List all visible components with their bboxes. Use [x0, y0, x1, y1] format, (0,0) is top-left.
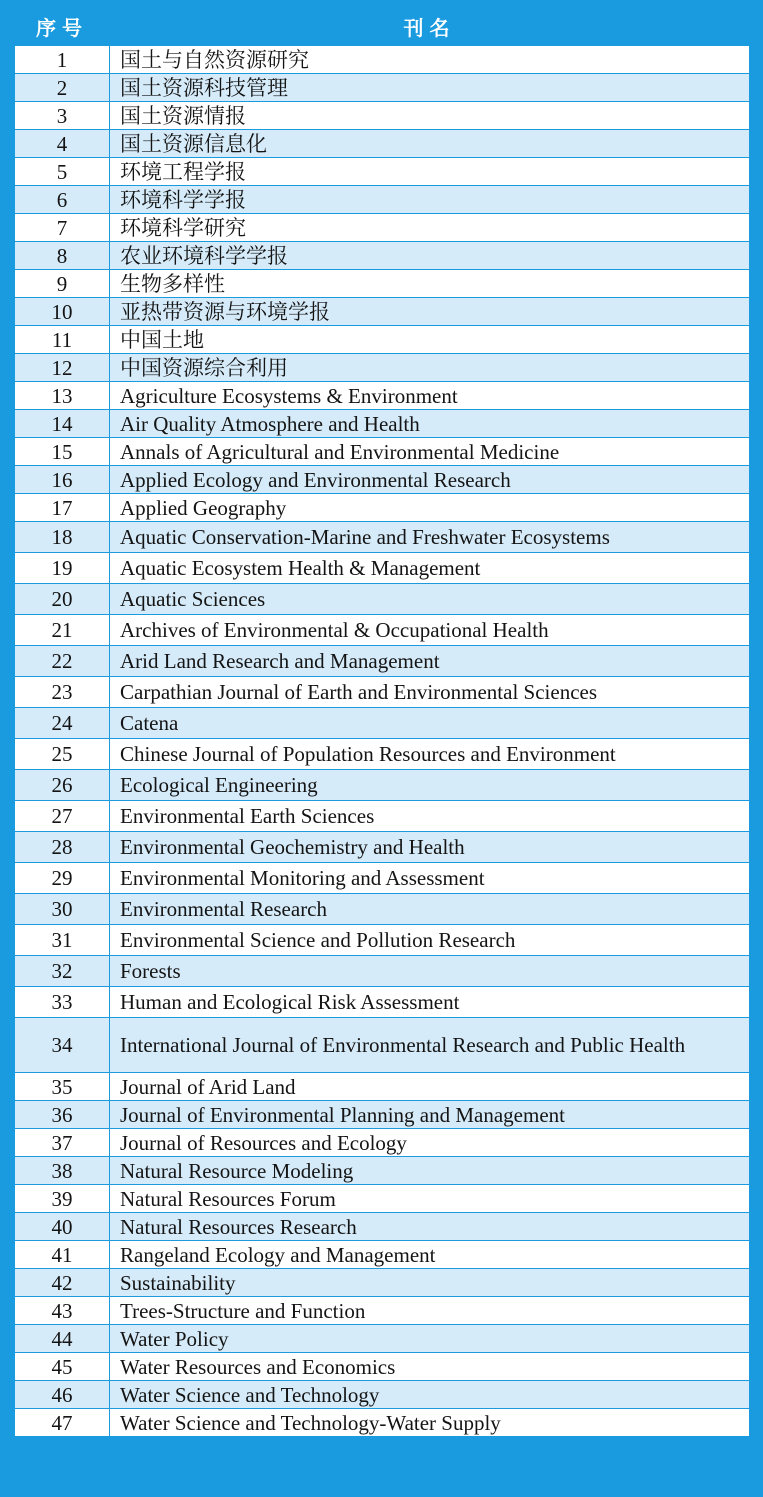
row-journal-name: Environmental Science and Pollution Research — [110, 925, 750, 956]
table-row — [15, 438, 750, 466]
row-serial-number: 35 — [15, 1073, 110, 1101]
row-journal-name: Journal of Environmental Planning and Management — [110, 1101, 750, 1129]
row-serial-number: 17 — [15, 494, 110, 522]
header-journal-name: 刊名 — [110, 8, 750, 46]
table-header — [15, 8, 750, 46]
row-journal-name: Human and Ecological Risk Assessment — [110, 987, 750, 1018]
row-serial-number: 18 — [15, 522, 110, 553]
row-journal-name: Water Science and Technology — [110, 1381, 750, 1409]
table-row — [15, 1409, 750, 1437]
row-journal-name: Aquatic Sciences — [110, 584, 750, 615]
table-row — [15, 522, 750, 553]
row-serial-number: 47 — [15, 1409, 110, 1437]
row-serial-number: 5 — [15, 158, 110, 186]
table-row — [15, 1157, 750, 1185]
table-row — [15, 382, 750, 410]
row-serial-number: 30 — [15, 894, 110, 925]
row-serial-number: 40 — [15, 1213, 110, 1241]
row-serial-number: 28 — [15, 832, 110, 863]
row-serial-number: 32 — [15, 956, 110, 987]
row-serial-number: 43 — [15, 1297, 110, 1325]
row-journal-name: Aquatic Conservation-Marine and Freshwater Ecosystems — [110, 522, 750, 553]
row-journal-name: Forests — [110, 956, 750, 987]
table-row — [15, 646, 750, 677]
row-journal-name: Journal of Arid Land — [110, 1073, 750, 1101]
row-serial-number: 24 — [15, 708, 110, 739]
row-journal-name: Water Policy — [110, 1325, 750, 1353]
row-serial-number: 39 — [15, 1185, 110, 1213]
table-row — [15, 1325, 750, 1353]
table-row — [15, 158, 750, 186]
table-row — [15, 46, 750, 74]
row-serial-number: 22 — [15, 646, 110, 677]
row-serial-number: 38 — [15, 1157, 110, 1185]
table-row — [15, 242, 750, 270]
row-journal-name: Environmental Monitoring and Assessment — [110, 863, 750, 894]
row-serial-number: 14 — [15, 410, 110, 438]
table-row — [15, 494, 750, 522]
row-journal-name: Applied Ecology and Environmental Research — [110, 466, 750, 494]
table-row — [15, 1353, 750, 1381]
row-serial-number: 8 — [15, 242, 110, 270]
row-serial-number: 41 — [15, 1241, 110, 1269]
row-journal-name: 国土与自然资源研究 — [110, 46, 750, 74]
table-row — [15, 326, 750, 354]
row-serial-number: 16 — [15, 466, 110, 494]
table-row — [15, 1213, 750, 1241]
row-journal-name: Natural Resources Forum — [110, 1185, 750, 1213]
row-journal-name: Annals of Agricultural and Environmental Medicine — [110, 438, 750, 466]
row-serial-number: 3 — [15, 102, 110, 130]
row-journal-name: Air Quality Atmosphere and Health — [110, 410, 750, 438]
table-row — [15, 925, 750, 956]
table-row — [15, 1018, 750, 1073]
row-serial-number: 26 — [15, 770, 110, 801]
table-row — [15, 1381, 750, 1409]
row-serial-number: 27 — [15, 801, 110, 832]
row-serial-number: 42 — [15, 1269, 110, 1297]
row-journal-name: Environmental Geochemistry and Health — [110, 832, 750, 863]
row-serial-number: 44 — [15, 1325, 110, 1353]
row-journal-name: Aquatic Ecosystem Health & Management — [110, 553, 750, 584]
row-journal-name: 中国资源综合利用 — [110, 354, 750, 382]
row-serial-number: 37 — [15, 1129, 110, 1157]
row-journal-name: Environmental Research — [110, 894, 750, 925]
row-journal-name: 生物多样性 — [110, 270, 750, 298]
row-serial-number: 33 — [15, 987, 110, 1018]
table-row — [15, 894, 750, 925]
table-row — [15, 298, 750, 326]
row-serial-number: 12 — [15, 354, 110, 382]
row-serial-number: 21 — [15, 615, 110, 646]
table-row — [15, 1129, 750, 1157]
table-row — [15, 466, 750, 494]
journal-table — [14, 8, 750, 1437]
row-journal-name: Environmental Earth Sciences — [110, 801, 750, 832]
row-serial-number: 25 — [15, 739, 110, 770]
table-row — [15, 770, 750, 801]
table-row — [15, 354, 750, 382]
row-journal-name: Water Science and Technology-Water Supply — [110, 1409, 750, 1437]
table-row — [15, 956, 750, 987]
row-journal-name: 环境工程学报 — [110, 158, 750, 186]
row-journal-name: 国土资源信息化 — [110, 130, 750, 158]
table-row — [15, 1241, 750, 1269]
table-row — [15, 708, 750, 739]
table-row — [15, 1269, 750, 1297]
table-row — [15, 186, 750, 214]
row-serial-number: 10 — [15, 298, 110, 326]
row-journal-name: Trees-Structure and Function — [110, 1297, 750, 1325]
row-serial-number: 45 — [15, 1353, 110, 1381]
row-journal-name: Sustainability — [110, 1269, 750, 1297]
row-serial-number: 34 — [15, 1018, 110, 1073]
row-journal-name: International Journal of Environmental Research and Public Health — [110, 1018, 750, 1073]
table-row — [15, 801, 750, 832]
row-journal-name: 农业环境科学学报 — [110, 242, 750, 270]
row-journal-name: 环境科学研究 — [110, 214, 750, 242]
row-journal-name: Catena — [110, 708, 750, 739]
row-journal-name: Agriculture Ecosystems & Environment — [110, 382, 750, 410]
row-journal-name: Carpathian Journal of Earth and Environmental Sciences — [110, 677, 750, 708]
table-row — [15, 74, 750, 102]
row-journal-name: Water Resources and Economics — [110, 1353, 750, 1381]
row-serial-number: 31 — [15, 925, 110, 956]
table-row — [15, 130, 750, 158]
table-row — [15, 987, 750, 1018]
table-row — [15, 739, 750, 770]
row-serial-number: 15 — [15, 438, 110, 466]
row-journal-name: Natural Resources Research — [110, 1213, 750, 1241]
table-row — [15, 214, 750, 242]
row-serial-number: 1 — [15, 46, 110, 74]
row-journal-name: 中国土地 — [110, 326, 750, 354]
row-journal-name: Natural Resource Modeling — [110, 1157, 750, 1185]
table-row — [15, 677, 750, 708]
table-row — [15, 270, 750, 298]
table-row — [15, 832, 750, 863]
row-serial-number: 20 — [15, 584, 110, 615]
table-row — [15, 1297, 750, 1325]
table-body — [15, 46, 750, 1437]
table-row — [15, 1185, 750, 1213]
row-journal-name: 国土资源情报 — [110, 102, 750, 130]
row-journal-name: 环境科学学报 — [110, 186, 750, 214]
row-journal-name: 亚热带资源与环境学报 — [110, 298, 750, 326]
table-row — [15, 553, 750, 584]
row-journal-name: 国土资源科技管理 — [110, 74, 750, 102]
row-serial-number: 7 — [15, 214, 110, 242]
row-serial-number: 29 — [15, 863, 110, 894]
table-row — [15, 615, 750, 646]
header-serial-number: 序号 — [15, 8, 110, 46]
row-serial-number: 4 — [15, 130, 110, 158]
row-serial-number: 2 — [15, 74, 110, 102]
row-journal-name: Journal of Resources and Ecology — [110, 1129, 750, 1157]
table-row — [15, 410, 750, 438]
table-row — [15, 863, 750, 894]
row-serial-number: 9 — [15, 270, 110, 298]
row-serial-number: 23 — [15, 677, 110, 708]
row-serial-number: 13 — [15, 382, 110, 410]
table-row — [15, 102, 750, 130]
row-journal-name: Ecological Engineering — [110, 770, 750, 801]
row-serial-number: 19 — [15, 553, 110, 584]
row-journal-name: Chinese Journal of Population Resources and Environment — [110, 739, 750, 770]
row-journal-name: Rangeland Ecology and Management — [110, 1241, 750, 1269]
row-serial-number: 46 — [15, 1381, 110, 1409]
row-journal-name: Applied Geography — [110, 494, 750, 522]
row-journal-name: Archives of Environmental & Occupational Health — [110, 615, 750, 646]
row-journal-name: Arid Land Research and Management — [110, 646, 750, 677]
table-row — [15, 584, 750, 615]
table-row — [15, 1073, 750, 1101]
table-row — [15, 1101, 750, 1129]
row-serial-number: 36 — [15, 1101, 110, 1129]
row-serial-number: 11 — [15, 326, 110, 354]
row-serial-number: 6 — [15, 186, 110, 214]
